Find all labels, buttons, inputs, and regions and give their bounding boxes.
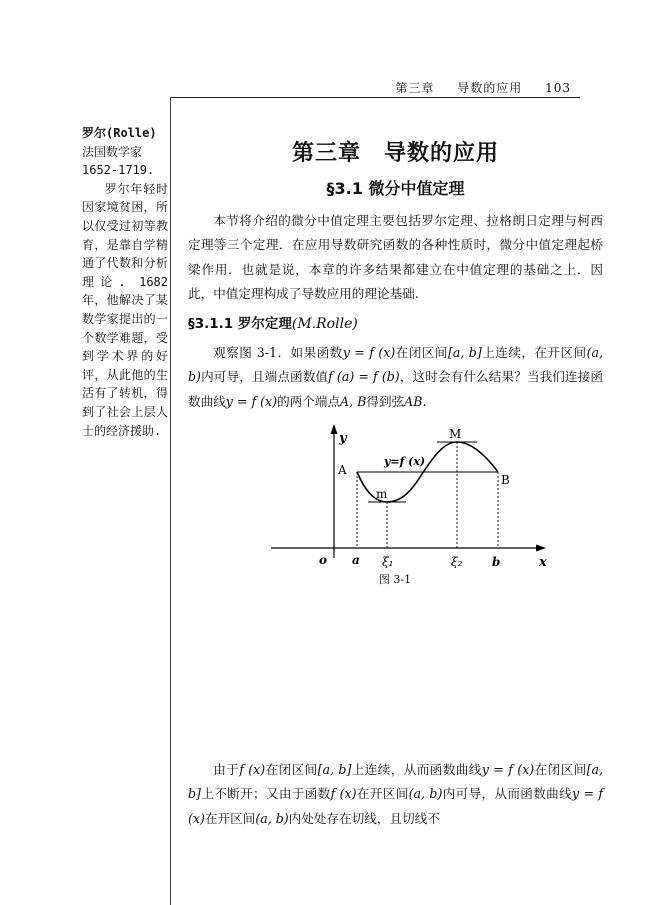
sidebar-years: 1652-1719. [82, 163, 155, 178]
label-y: y [339, 431, 347, 446]
section-title: §3.1 微分中值定理 [326, 179, 465, 198]
observe-text-5: ，这时会有什么结果？当我们连接函数曲线 [188, 369, 604, 409]
label-xi1: ξ₁ [382, 555, 394, 568]
sidebar-name: 罗尔(Rolle) [82, 126, 157, 140]
math-ab-closed-1: [a, b] [317, 762, 352, 777]
observe-text-6: 的两个端点 [277, 393, 341, 409]
math-y-fx-2: y = f (x) [225, 393, 278, 409]
math-y-fx: y = f (x) [342, 345, 396, 360]
observe-text-4: 内可导，且端点函数值 [200, 369, 329, 385]
label-origin: o [319, 553, 328, 567]
label-min-m: m [376, 487, 388, 501]
bottom-paragraph [188, 758, 603, 831]
label-max-m: M [449, 427, 462, 441]
bottom-text-7: 内可导，从而函数曲线 [442, 786, 573, 802]
math-fx-1: f (x) [239, 762, 266, 777]
intro-text: 本节将介绍的微分中值定理主要包括罗尔定理、拉格朗日定理与柯西定理等三个定理．在应用导数研究函数的各种性质时，微分中值定理起桥梁作用．也就是说，本章的许多结果都建立在中值定理的基础之上．因此，中值定理构成了导数应用的理论基础. [188, 213, 603, 302]
page-number: 103 [545, 81, 571, 95]
y-axis-arrow [331, 424, 338, 434]
observe-text-7: 得到弦 [366, 393, 405, 409]
math-ab-open-2: (a, b) [255, 810, 289, 826]
observe-text-3: 上连续，在开区间 [481, 345, 587, 360]
header-chapter: 第三章 [395, 81, 435, 95]
label-point-b: B [501, 473, 510, 487]
math-ab-open-1: (a, b) [408, 786, 443, 802]
intro-paragraph [188, 209, 603, 307]
running-header [395, 79, 571, 96]
sidebar-bio: 罗尔年轻时因家境贫困，所以仅受过初等教育，是靠自学精通了代数和分析理论. 1682 年，他解决了某数学家提出的一个数学难题，受到学术界的好评，从此他的生活有了转机，得到了社会上层人士的经济援助. [82, 181, 168, 438]
math-curve-2: y = f (x) [188, 786, 604, 826]
subsection-heading [188, 312, 358, 332]
subsection-english: (M.Rolle) [291, 316, 358, 332]
math-open-interval: (a, b) [188, 345, 604, 385]
bottom-text-1: 由于 [213, 762, 240, 777]
bottom-text-3: 上连续，从而函数曲线 [351, 762, 482, 777]
label-point-a: A [338, 463, 347, 477]
bottom-text-4: 在闭区间 [534, 762, 587, 777]
header-rule [170, 97, 580, 98]
observe-text-8: . [422, 393, 427, 409]
subsection-title: 罗尔定理 [237, 316, 292, 332]
math-closed-interval: [a, b] [447, 345, 482, 360]
bottom-text-9: 内处处存在切线，且切线不 [288, 810, 440, 826]
math-endpoints: A, B [340, 393, 367, 409]
sidebar-note [82, 124, 168, 440]
header-chapter-title: 导数的应用 [457, 81, 523, 95]
bottom-text-8: 在开区间 [204, 810, 256, 826]
label-curve: y=f (x) [384, 455, 426, 468]
label-b: b [492, 555, 501, 568]
margin-rule [170, 97, 171, 905]
observe-text-2: 在闭区间 [395, 345, 448, 360]
math-fx-2: f (x) [330, 786, 357, 802]
math-chord: AB [404, 393, 423, 409]
observe-text-1: 观察图 3-1．如果函数 [213, 345, 343, 360]
figure-caption: 图 3-1 [378, 573, 412, 586]
bottom-text-6: 在开区间 [356, 786, 409, 802]
bottom-text-5: 上不断开；又由于函数 [200, 786, 331, 802]
label-x: x [539, 555, 547, 568]
math-ab-closed-2: [a, b] [188, 762, 604, 802]
label-xi2: ξ₂ [451, 555, 463, 568]
chapter-title: 第三章 导数的应用 [291, 141, 499, 166]
figure-rolle [266, 418, 556, 568]
label-a: a [352, 553, 360, 567]
observe-paragraph [188, 341, 603, 414]
math-curve-1: y = f (x) [481, 762, 535, 777]
sidebar-desc: 法国数学家 [82, 144, 143, 159]
math-fa-eq-fb: f (a) = f (b) [328, 369, 400, 385]
bottom-text-2: 在闭区间 [265, 762, 318, 777]
x-axis-arrow [536, 545, 546, 552]
subsection-number: §3.1.1 [188, 316, 234, 332]
